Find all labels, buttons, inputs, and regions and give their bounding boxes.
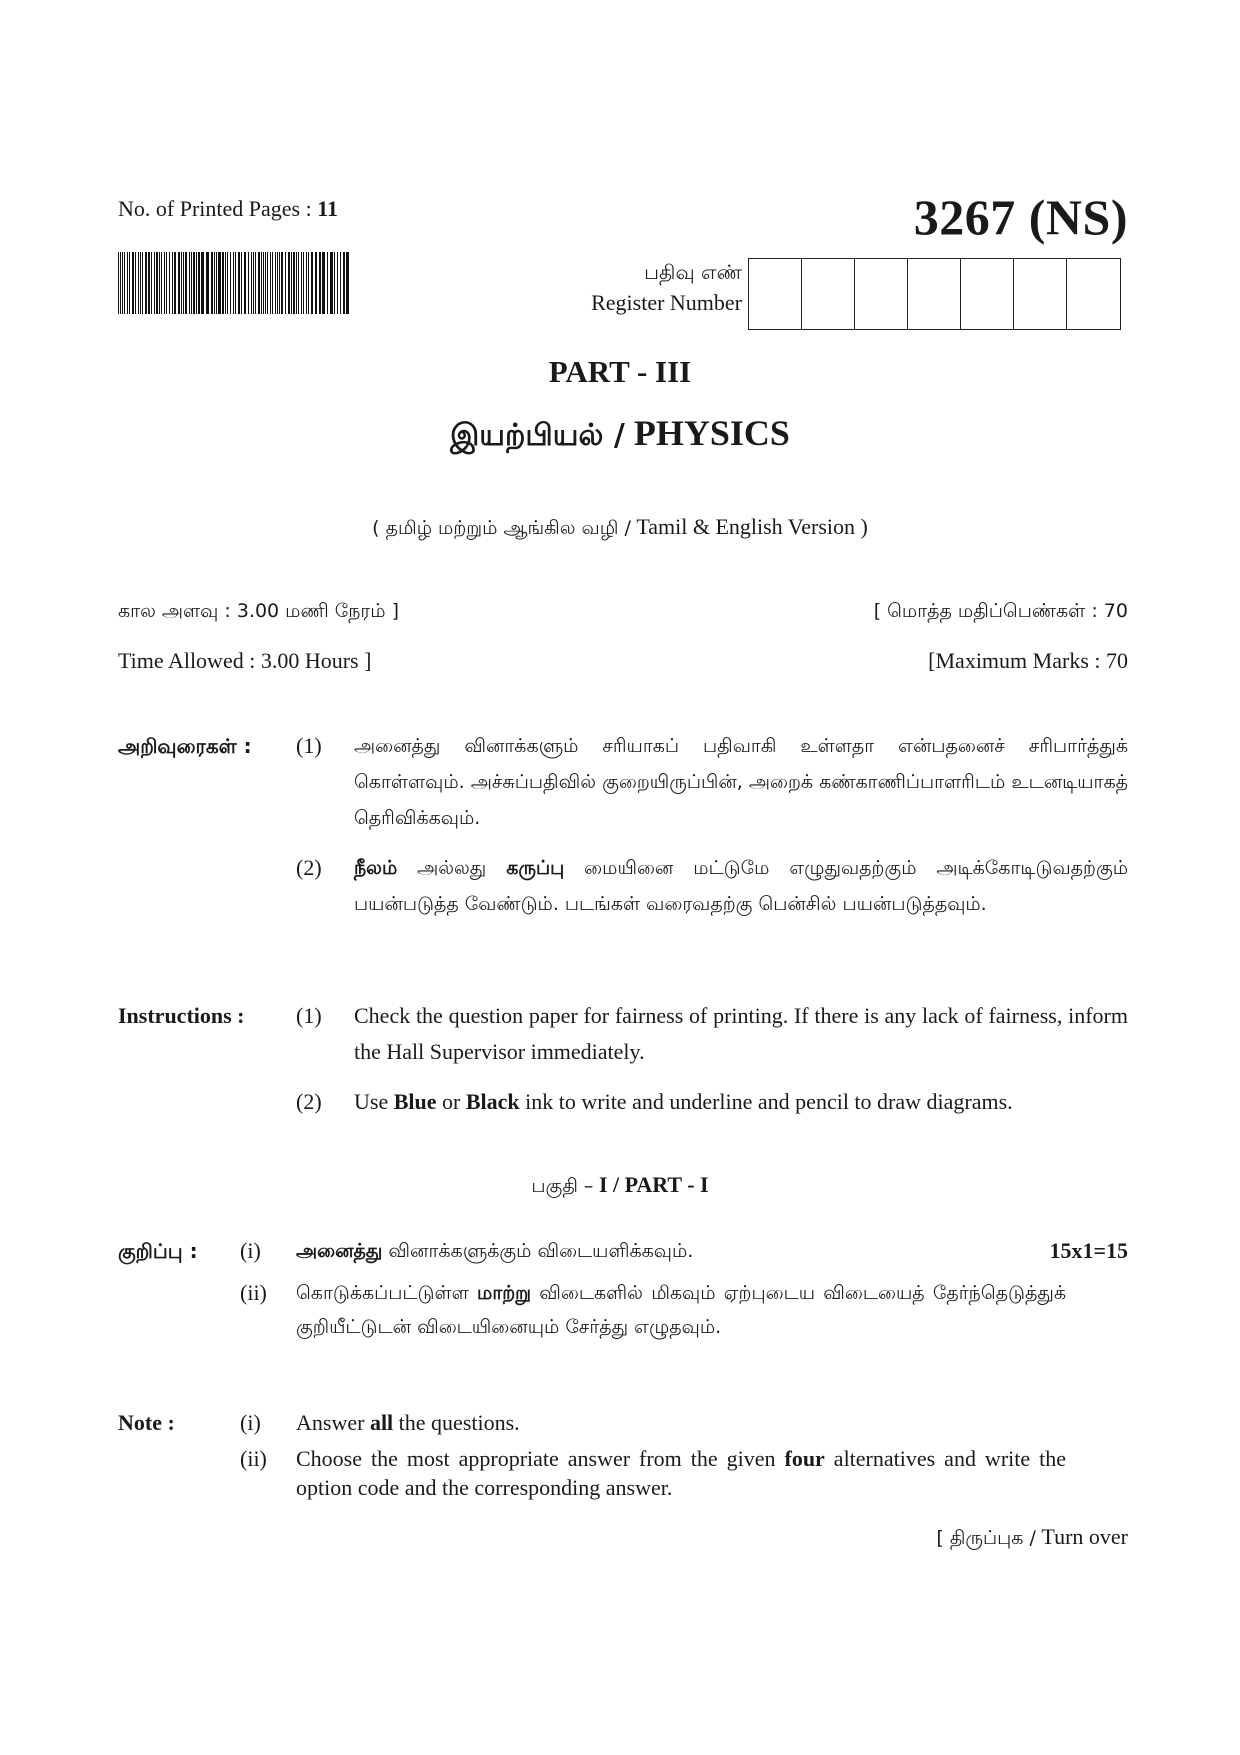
barcode-bar bbox=[346, 252, 349, 314]
emphasis-blue: Blue bbox=[393, 1089, 437, 1114]
emphasis-all-ta: அனைத்து bbox=[296, 1240, 383, 1262]
text-segment: கொடுக்கப்பட்டுள்ள bbox=[296, 1282, 478, 1304]
version-line bbox=[0, 514, 1240, 542]
barcode-bar bbox=[193, 252, 195, 314]
barcode-bar bbox=[279, 252, 280, 314]
barcode-bar bbox=[118, 252, 119, 314]
barcode-bar bbox=[211, 252, 213, 314]
barcode-bar bbox=[265, 252, 266, 314]
emphasis-blue-ta: நீலம் bbox=[354, 857, 398, 879]
barcode-bar bbox=[181, 252, 182, 314]
barcode-bar bbox=[120, 252, 121, 314]
barcode-bar bbox=[263, 252, 264, 314]
barcode-bar bbox=[248, 252, 249, 314]
emphasis-all: all bbox=[369, 1410, 394, 1435]
version-ta: ( தமிழ் மற்றும் ஆங்கில வழி / bbox=[372, 517, 631, 539]
section-title bbox=[0, 1172, 1240, 1200]
barcode-bar bbox=[183, 252, 184, 314]
barcode-bar bbox=[322, 252, 325, 314]
turn-over-en: Turn over bbox=[1041, 1524, 1128, 1549]
register-digit-box[interactable] bbox=[749, 259, 802, 329]
note-en-text bbox=[296, 1408, 1066, 1437]
instruction-en-text bbox=[354, 1084, 1128, 1120]
barcode-bar bbox=[285, 252, 286, 314]
register-number-boxes bbox=[748, 258, 1121, 330]
barcode-bar bbox=[258, 252, 260, 314]
note-ta-num: (ii) bbox=[240, 1280, 267, 1305]
register-digit-box[interactable] bbox=[1067, 259, 1120, 329]
note-ta-label: குறிப்பு : bbox=[118, 1239, 198, 1263]
register-label-ta: பதிவு எண் bbox=[644, 260, 742, 284]
barcode-bar bbox=[340, 252, 341, 314]
subject-ta: இயற்பியல் / bbox=[450, 418, 625, 453]
subject-title bbox=[0, 412, 1240, 457]
barcode-bar bbox=[298, 252, 299, 314]
barcode-bar bbox=[227, 252, 228, 314]
barcode-bar bbox=[272, 252, 273, 314]
section-title-en: I / PART - I bbox=[598, 1172, 709, 1197]
barcode-bar bbox=[343, 252, 345, 314]
instruction-ta-num: (1) bbox=[296, 733, 322, 758]
note-ta-text bbox=[296, 1276, 1066, 1344]
barcode-bar bbox=[311, 252, 313, 314]
instruction-en-text: Check the question paper for fairness of printing. If there is any lack of fairness, inform the Hall Supervisor immediately. bbox=[354, 1003, 1128, 1064]
text-segment: alternatives and write the option code and the corresponding answer. bbox=[296, 1446, 1066, 1500]
printed-pages-label: No. of Printed Pages : bbox=[118, 196, 312, 221]
marks-en: [Maximum Marks : 70 bbox=[928, 648, 1128, 673]
emphasis-black-ta: கருப்பு bbox=[506, 857, 565, 879]
barcode-bar bbox=[142, 252, 143, 314]
barcode-bar bbox=[129, 252, 130, 314]
printed-pages bbox=[118, 196, 338, 222]
instructions-en bbox=[118, 998, 1128, 1118]
instructions-ta-label: அறிவுரைகள் : bbox=[118, 734, 252, 758]
text-segment: Use bbox=[354, 1089, 394, 1114]
barcode-bar bbox=[238, 252, 240, 314]
barcode-bar bbox=[296, 252, 297, 314]
barcode-bar bbox=[178, 252, 180, 314]
barcode-bar bbox=[135, 252, 136, 314]
barcode-bar bbox=[261, 252, 262, 314]
barcode-bar bbox=[148, 252, 150, 314]
turn-over-ta: [ திருப்புக / bbox=[936, 1527, 1036, 1549]
barcode-image bbox=[118, 252, 350, 314]
barcode-bar bbox=[214, 252, 215, 314]
emphasis-four: four bbox=[784, 1446, 825, 1471]
text-segment: மையினை மட்டுமே எழுதுவதற்கும் அடிக்கோடிடுவதற்கும் பயன்படுத்த வேண்டும். படங்கள் வரைவதற்கு பென்சில் பயன்படுத்தவும். bbox=[354, 857, 1129, 915]
barcode-bar bbox=[156, 252, 158, 314]
barcode-bar bbox=[169, 252, 170, 314]
instruction-ta-text bbox=[354, 850, 1128, 922]
instructions-en-label: Instructions : bbox=[118, 1003, 245, 1028]
barcode-bar bbox=[337, 252, 338, 314]
barcode-bar bbox=[218, 252, 221, 314]
barcode-bar bbox=[230, 252, 231, 314]
barcode-bar bbox=[154, 252, 155, 314]
register-number-label bbox=[442, 258, 742, 319]
instructions-ta bbox=[118, 728, 1128, 958]
note-en-label: Note : bbox=[118, 1410, 175, 1435]
register-digit-box[interactable] bbox=[802, 259, 855, 329]
barcode-bar bbox=[216, 252, 217, 314]
barcode-bar bbox=[140, 252, 141, 314]
barcode-bar bbox=[159, 252, 160, 314]
barcode-bar bbox=[198, 252, 200, 314]
emphasis-alternative-ta: மாற்று bbox=[477, 1282, 532, 1304]
text-segment: or bbox=[436, 1089, 466, 1114]
barcode-bar bbox=[196, 252, 197, 314]
time-ta: கால அளவு : 3.00 மணி நேரம் ] bbox=[118, 600, 399, 622]
barcode-bar bbox=[327, 252, 328, 314]
text-segment: அல்லது bbox=[397, 857, 507, 879]
barcode-bar bbox=[241, 252, 242, 314]
text-segment: Answer bbox=[296, 1410, 370, 1435]
note-ta-text bbox=[296, 1234, 1066, 1268]
barcode-bar bbox=[267, 252, 268, 314]
turn-over bbox=[936, 1524, 1128, 1552]
barcode-bar bbox=[138, 252, 139, 314]
register-digit-box[interactable] bbox=[961, 259, 1014, 329]
emphasis-black: Black bbox=[465, 1089, 520, 1114]
marks-ta: [ மொத்த மதிப்பெண்கள் : 70 bbox=[873, 600, 1128, 622]
barcode-bar bbox=[122, 252, 123, 314]
barcode-bar bbox=[124, 252, 125, 314]
instruction-ta-text: அனைத்து வினாக்களும் சரியாகப் பதிவாகி உள்ளதா என்பதனைச் சரிபார்த்துக் கொள்ளவும். அச்சுப்பதிவில் குறையிருப்பின், அறைக் கண்காணிப்பாளரிடம் உடனடியாகத் தெரிவிக்கவும். bbox=[354, 735, 1128, 829]
barcode-bar bbox=[244, 252, 246, 314]
note-en-num: (i) bbox=[240, 1410, 261, 1435]
barcode-bar bbox=[222, 252, 224, 314]
text-segment: ink to write and underline and pencil to draw diagrams. bbox=[519, 1089, 1013, 1114]
barcode-bar bbox=[306, 252, 307, 314]
barcode-bar bbox=[225, 252, 226, 314]
text-segment: வினாக்களுக்கும் விடையளிக்கவும். bbox=[382, 1240, 694, 1262]
barcode-bar bbox=[319, 252, 321, 314]
barcode-bar bbox=[315, 252, 317, 314]
register-label-en: Register Number bbox=[591, 290, 742, 315]
printed-pages-value: 11 bbox=[317, 196, 338, 221]
note-ta bbox=[118, 1234, 1128, 1384]
marks-scheme: 15x1=15 bbox=[1049, 1238, 1128, 1263]
barcode-bar bbox=[206, 252, 209, 314]
barcode-bar bbox=[191, 252, 192, 314]
instruction-en-num: (1) bbox=[296, 1003, 322, 1028]
barcode-bar bbox=[172, 252, 173, 314]
barcode-bar bbox=[164, 252, 165, 314]
barcode-bar bbox=[255, 252, 256, 314]
barcode-bar bbox=[275, 252, 276, 314]
barcode-bar bbox=[334, 252, 335, 314]
part-title: PART - III bbox=[548, 354, 692, 389]
subject-en: PHYSICS bbox=[633, 413, 790, 453]
barcode-bar bbox=[288, 252, 290, 314]
time-marks-en bbox=[118, 648, 1128, 674]
barcode-bar bbox=[235, 252, 236, 314]
paper-code: 3267 (NS) bbox=[913, 189, 1128, 245]
barcode-bar bbox=[301, 252, 302, 314]
barcode-bar bbox=[132, 252, 134, 314]
version-en: Tamil & English Version ) bbox=[636, 514, 868, 539]
instruction-en-num: (2) bbox=[296, 1089, 322, 1114]
note-en-num: (ii) bbox=[240, 1446, 267, 1471]
barcode-bar bbox=[189, 252, 190, 314]
text-segment: Choose the most appropriate answer from the given bbox=[296, 1446, 785, 1471]
barcode-bar bbox=[174, 252, 176, 314]
barcode-bar bbox=[270, 252, 271, 314]
register-digit-box[interactable] bbox=[855, 259, 908, 329]
barcode-bar bbox=[293, 252, 295, 314]
barcode-bar bbox=[127, 252, 128, 314]
note-ta-num: (i) bbox=[240, 1238, 261, 1263]
register-digit-box[interactable] bbox=[908, 259, 961, 329]
text-segment: விடைகளில் மிகவும் ஏற்புடைய விடையைத் தேர்ந்தெடுத்துக் குறியீட்டுடன் விடையினையும் சேர்த்து எழுதவும். bbox=[296, 1282, 1066, 1338]
barcode-bar bbox=[291, 252, 292, 314]
barcode-bar bbox=[161, 252, 162, 314]
barcode-bar bbox=[251, 252, 252, 314]
barcode-bar bbox=[166, 252, 167, 314]
time-en: Time Allowed : 3.00 Hours ] bbox=[118, 648, 372, 673]
barcode-bar bbox=[277, 252, 278, 314]
barcode-bar bbox=[233, 252, 234, 314]
time-marks-ta bbox=[118, 600, 1128, 625]
barcode-bar bbox=[185, 252, 187, 314]
barcode-bar bbox=[330, 252, 333, 314]
text-segment: the questions. bbox=[393, 1410, 520, 1435]
barcode-bar bbox=[253, 252, 254, 314]
barcode-bar bbox=[281, 252, 283, 314]
barcode-bar bbox=[308, 252, 309, 314]
note-en-text bbox=[296, 1444, 1066, 1502]
note-en bbox=[118, 1408, 1128, 1508]
barcode-bar bbox=[201, 252, 204, 314]
barcode-bar bbox=[145, 252, 147, 314]
barcode-bar bbox=[303, 252, 304, 314]
instruction-ta-num: (2) bbox=[296, 855, 322, 880]
section-title-ta: பகுதி – bbox=[531, 1175, 594, 1197]
register-digit-box[interactable] bbox=[1014, 259, 1067, 329]
barcode-bar bbox=[151, 252, 152, 314]
